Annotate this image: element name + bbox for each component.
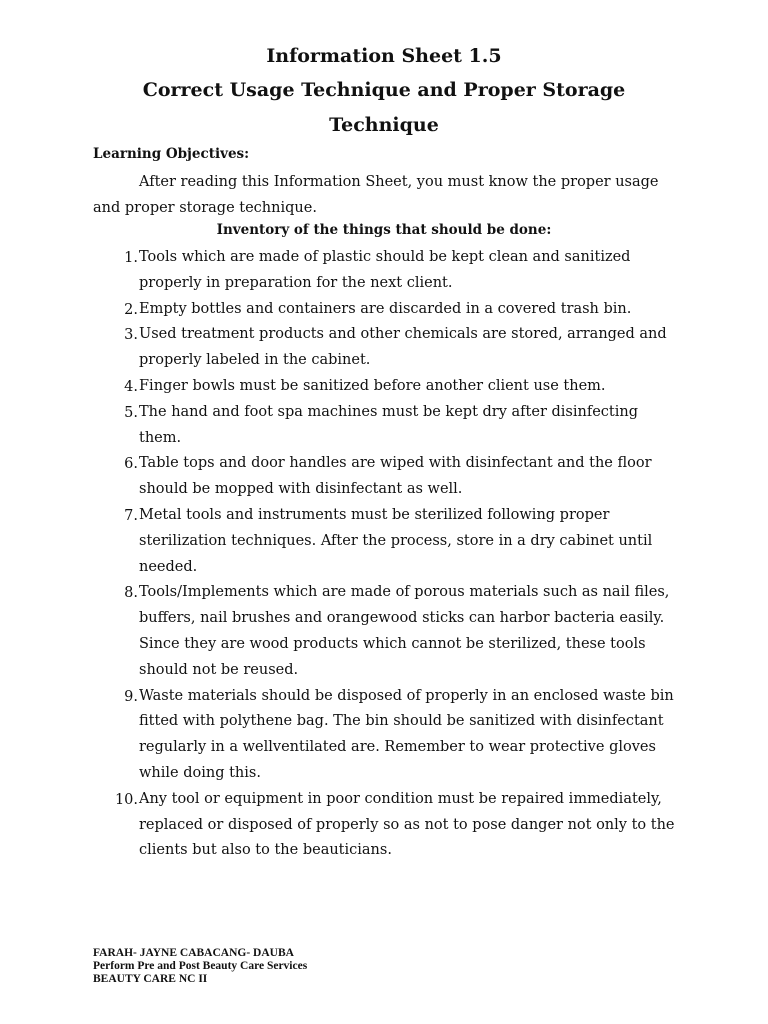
- list-item-text: Metal tools and instruments must be sterilized following proper sterilization techniques. After the process, store in a dry cabinet until needed.: [139, 506, 653, 575]
- list-item: [0, 451, 768, 503]
- list-item-text: Tools which are made of plastic should be kept clean and sanitized properly in preparation for the next client.: [139, 249, 631, 291]
- list-item-text: Table tops and door handles are wiped with disinfectant and the floor should be mopped with disinfectant as well.: [139, 455, 652, 498]
- learning-objectives-heading: Learning Objectives:: [93, 146, 250, 162]
- sheet-subtitle-line1: Correct Usage Technique and Proper Storage: [142, 79, 626, 101]
- list-item-text: Empty bottles and containers are discarded in a covered trash bin.: [139, 300, 632, 317]
- list-item: [0, 503, 768, 580]
- footer-program: BEAUTY CARE NC II: [93, 973, 208, 985]
- intro-paragraph: After reading this Information Sheet, you must know the proper usage and proper storage technique.: [93, 174, 659, 216]
- list-item-number: 5.: [124, 404, 138, 421]
- list-item: [0, 245, 768, 297]
- list-item: [0, 322, 768, 374]
- list-item: [0, 787, 768, 864]
- inventory-heading: Inventory of the things that should be done:: [216, 222, 552, 238]
- list-item-number: 1.: [124, 250, 138, 266]
- list-item-number: 4.: [124, 378, 138, 395]
- list-item-number: 7.: [124, 507, 138, 524]
- sheet-subtitle-line2: Technique: [329, 114, 439, 136]
- sheet-title: Information Sheet 1.5: [266, 45, 502, 67]
- list-item-text: The hand and foot spa machines must be kept dry after disinfecting them.: [139, 403, 638, 446]
- list-item-number: 6.: [124, 456, 138, 473]
- footer-author: FARAH- JAYNE CABACANG- DAUBA: [93, 947, 294, 959]
- footer-course: Perform Pre and Post Beauty Care Services: [93, 960, 308, 972]
- list-item: [0, 374, 768, 400]
- list-item: [0, 297, 768, 323]
- list-item: [0, 400, 768, 452]
- list-item-text: Waste materials should be disposed of properly in an enclosed waste bin fitted with polythene bag. The bin should be sanitized with disinfectant regularly in a wellventilated are. Remember to wear protective gloves while doing this.: [139, 687, 674, 781]
- list-item-text: Tools/Implements which are made of porous materials such as nail files, buffers, nail brushes and orangewood sticks can harbor bacteria easily. Since they are wood products which cannot be sterilized, these tools should not be reused.: [139, 584, 670, 678]
- list-item-text: Any tool or equipment in poor condition must be repaired immediately, replaced or disposed of properly so as not to pose danger not only to the clients but also to the beauticians.: [139, 790, 675, 859]
- list-item: [0, 684, 768, 787]
- list-item-number: 3.: [124, 327, 138, 344]
- list-item: [0, 580, 768, 683]
- list-item-number: 10.: [114, 791, 138, 808]
- list-item-text: Used treatment products and other chemicals are stored, arranged and properly labeled in the cabinet.: [139, 326, 667, 369]
- list-item-number: 9.: [124, 688, 138, 705]
- inventory-list: [0, 245, 768, 864]
- list-item-number: 8.: [124, 585, 138, 602]
- list-item-text: Finger bowls must be sanitized before another client use them.: [139, 377, 606, 394]
- list-item-number: 2.: [124, 301, 138, 318]
- page-footer: [93, 947, 307, 986]
